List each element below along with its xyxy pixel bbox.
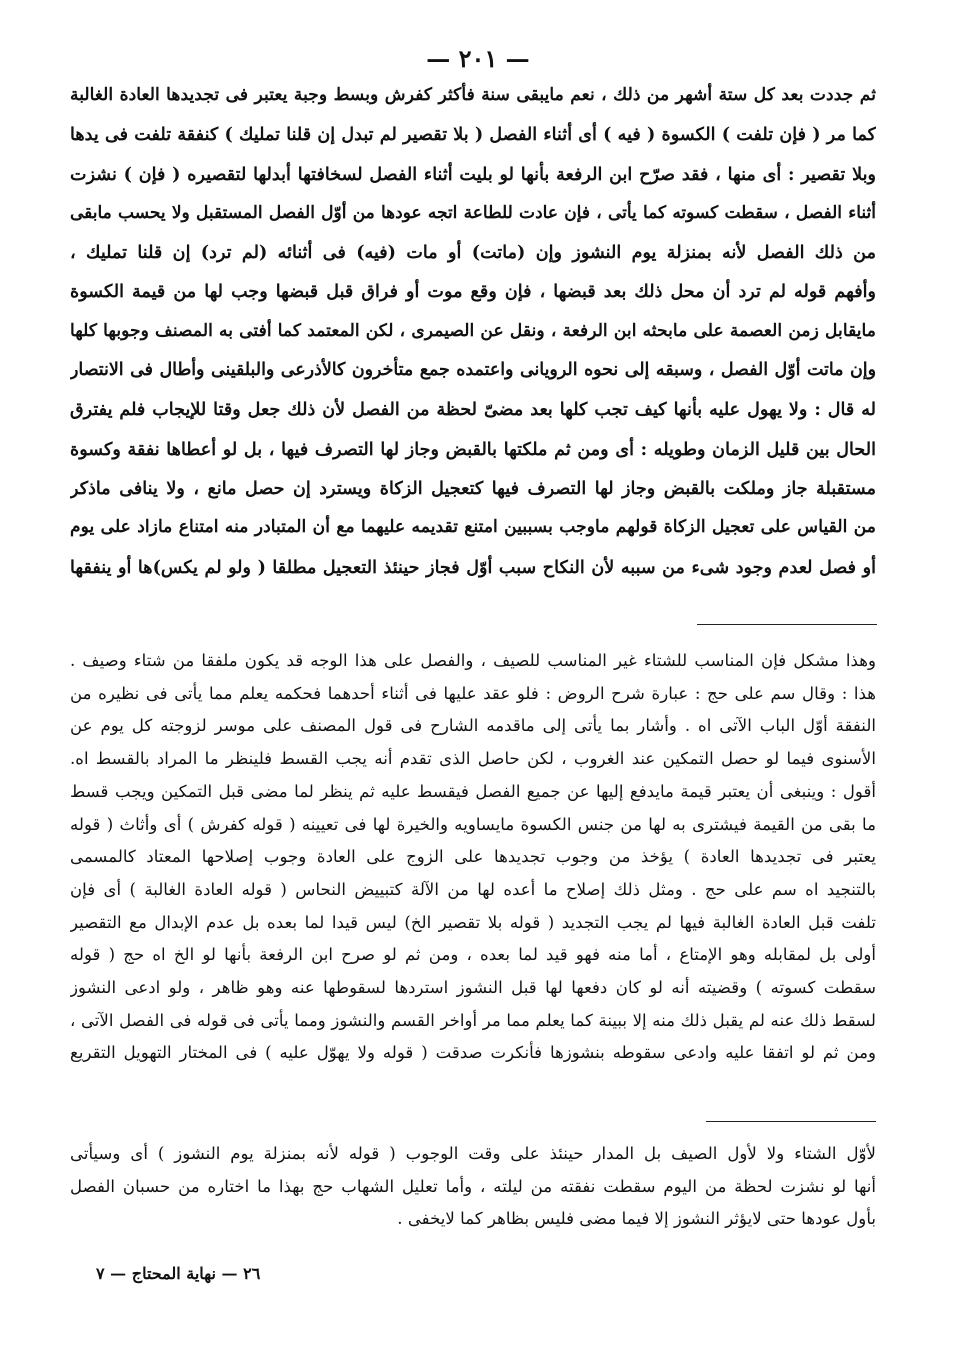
main-text-line: من القياس على تعجيل الزكاة قولهم ماوجب بسببين امتنع تقديمه عليهما مع أن المتبادر منه امتناع مازاد على يوم bbox=[70, 517, 876, 538]
commentary-line: لسقط ذلك عنه لم يقبل ذلك منه إلا ببينة كما يعلم مما مر أواخر القسم والنشوز ومما يأتى فى قوله فى الفصل الآتى ، bbox=[70, 1010, 876, 1030]
commentary-line: لأوّل الشتاء ولا لأول الصيف بل المدار حينئذ على وقت الوجوب ( قوله لأنه بمنزلة يوم النشوز ) أى وسيأتى bbox=[70, 1144, 876, 1163]
main-text-line: وبلا تقصير : أى منها ، فقد صرّح ابن الرفعة بأنها لو بليت أثناء الفصل لسخافتها أبدلها لتقصيره ( فإن ) نشزت bbox=[70, 163, 876, 185]
main-text-line: من ذلك الفصل لأنه بمنزلة يوم النشوز وإن (ماتت) أو مات (فيه) فى أثنائه (لم ترد) إن قلنا تمليك ، bbox=[70, 242, 876, 264]
page-footer: ٢٦ — نهاية المحتاج — ٧ bbox=[96, 1264, 261, 1283]
main-text-line: ثم جددت بعد كل ستة أشهر من ذلك ، نعم مايبقى سنة فأكثر كفرش وبسط وجبة يعتبر فى تجديدها العادة الغالبة bbox=[70, 85, 876, 105]
commentary-line: أقول : وينبغى أن يعتبر قيمة مايدفع إليها عن جميع الفصل فيقسط عليه ثم ينظر لما مضى قبل التمكين ويجب قسط bbox=[70, 781, 876, 801]
commentary-line: أنها لو نشزت لحظة من اليوم سقطت نفقته من ليلته ، وأما تعليل الشهاب حج بهذا ما اختاره من حسبان الفصل bbox=[70, 1176, 876, 1196]
commentary-line: وهذا مشكل فإن المناسب للشتاء غير المناسب للصيف ، والفصل على هذا الوجه قد يكون ملفقا من شتاء وصيف . bbox=[70, 651, 876, 670]
commentary-line: يعتبر فى تجديدها العادة ) يؤخذ من وجوب تجديدها على الزوج على العادة وجوب إصلاحها المعتاد كالمسمى bbox=[70, 847, 876, 867]
commentary-line: تلفت قبل العادة الغالبة فيها لم يجب التجديد ( قوله بلا تقصير الخ) ليس قيدا لما بعده بل عدم الإبدال مع التقصير bbox=[70, 912, 876, 932]
main-text-line: مايقابل زمن العصمة على مابحثه ابن الرفعة ، ونقل عن الصيمرى ، لكن المعتمد كما أفتى به المصنف وجوبها كلها bbox=[70, 320, 876, 341]
main-text-line: مستقبلة جاز وملكت بالقبض وجاز لها التصرف فيها كتعجيل الزكاة ويسترد إن حصل مانع ، ولا ينافى ماذكر bbox=[70, 477, 876, 499]
main-text-line: أثناء الفصل ، سقطت كسوته كما يأتى ، فإن عادت للطاعة اتجه عودها من أوّل الفصل المستقبل ولا يحسب مابقى bbox=[70, 202, 876, 223]
commentary-line: هذا : وقال سم على حج : عبارة شرح الروض : فلو عقد عليها فى أثناء أحدهما فحكمه يعلم مما يأتى فى نظيره من bbox=[70, 683, 876, 703]
footnote-divider bbox=[706, 1121, 876, 1122]
commentary-block-2 bbox=[70, 1138, 876, 1236]
commentary-block-1 bbox=[70, 645, 876, 1070]
commentary-line: بالتنجيد اه سم على حج . ومثل ذلك إصلاح ما أعده لها من الآلة كتبييض النحاس ( قوله العادة الغالبة ) أى فإن bbox=[70, 879, 876, 899]
main-text-block bbox=[70, 76, 876, 587]
commentary-line: النفقة أوّل الباب الآتى اه . وأشار بما يأتى إلى ماقدمه الشارح فى قول المصنف على موسر لزوجته كل يوم عن bbox=[70, 716, 876, 736]
main-text-line: له قال : ولا يهول عليه بأنها كيف تجب كلها بعد مضىّ لحظة من الفصل لأن ذلك جعل وقتا للإيجاب فلم يفترق bbox=[70, 399, 876, 421]
footnote-divider bbox=[697, 624, 877, 625]
main-text-line: وإن ماتت أوّل الفصل ، وسبقه إلى نحوه الرويانى واعتمده جمع متأخرون كالأذرعى والبلقينى وأطال فى الانتصار bbox=[70, 360, 876, 381]
commentary-line: ما بقى من القيمة فيشترى به لها من جنس الكسوة مايساويه والخيرة لها فى تعيينه ( قوله كفرش ) أى وأثاث ( قوله bbox=[70, 814, 876, 834]
main-text-line: الحال بين قليل الزمان وطويله : أى ومن ثم ملكتها بالقبض وجاز لها التصرف فيها ، بل لو أعطاها نفقة وكسوة bbox=[70, 438, 876, 460]
commentary-line: سقطت كسوته ) وقضيته أنه لو كان دفعها لها قبل النشوز استردها لسقوطها عنه وهو ظاهر ، ولو ادعى النشوز bbox=[70, 978, 876, 998]
main-text-line: كما مر ( فإن تلفت ) الكسوة ( فيه ) أى أثناء الفصل ( بلا تقصير لم تبدل إن قلنا تمليك ) كنفقة تلفت فى يدها bbox=[70, 124, 876, 146]
main-text-line: وأفهم قوله لم ترد أن محل ذلك بعد قبضها ، فإن وقع موت أو فراق قبل قبضها وجب لها من قيمة الكسوة bbox=[70, 281, 876, 303]
commentary-line: بأول عودها حتى لايؤثر النشوز إلا فيما مضى فليس بظاهر كما لايخفى . bbox=[397, 1209, 876, 1229]
main-text-line: أو فصل لعدم وجود شىء من سببه لأن النكاح سبب أوّل فجاز حينئذ التعجيل مطلقا ( ولو لم يكس)ها أو ينفقها bbox=[70, 556, 876, 578]
page-number-header: — ٢٠١ — bbox=[426, 44, 530, 73]
commentary-line: الأسنوى فيما لو حصل التمكين عند الغروب ، لكن حاصل الذى تقدم أنه يجب القسط فلينظر ما المراد بالقسط اه. bbox=[70, 749, 876, 769]
commentary-line: أولى بل لمقابله وهو الإمتاع ، أما منه فهو قيد لما بعده ، ومن ثم لو صرح ابن الرفعة بأنها لو الخ اه حج ( قوله bbox=[70, 945, 876, 965]
commentary-line: ومن ثم لو اتفقا عليه وادعى سقوطه بنشوزها فأنكرت صدقت ( قوله ولا يهوّل عليه ) فى المختار التهويل التقريع bbox=[70, 1043, 876, 1063]
